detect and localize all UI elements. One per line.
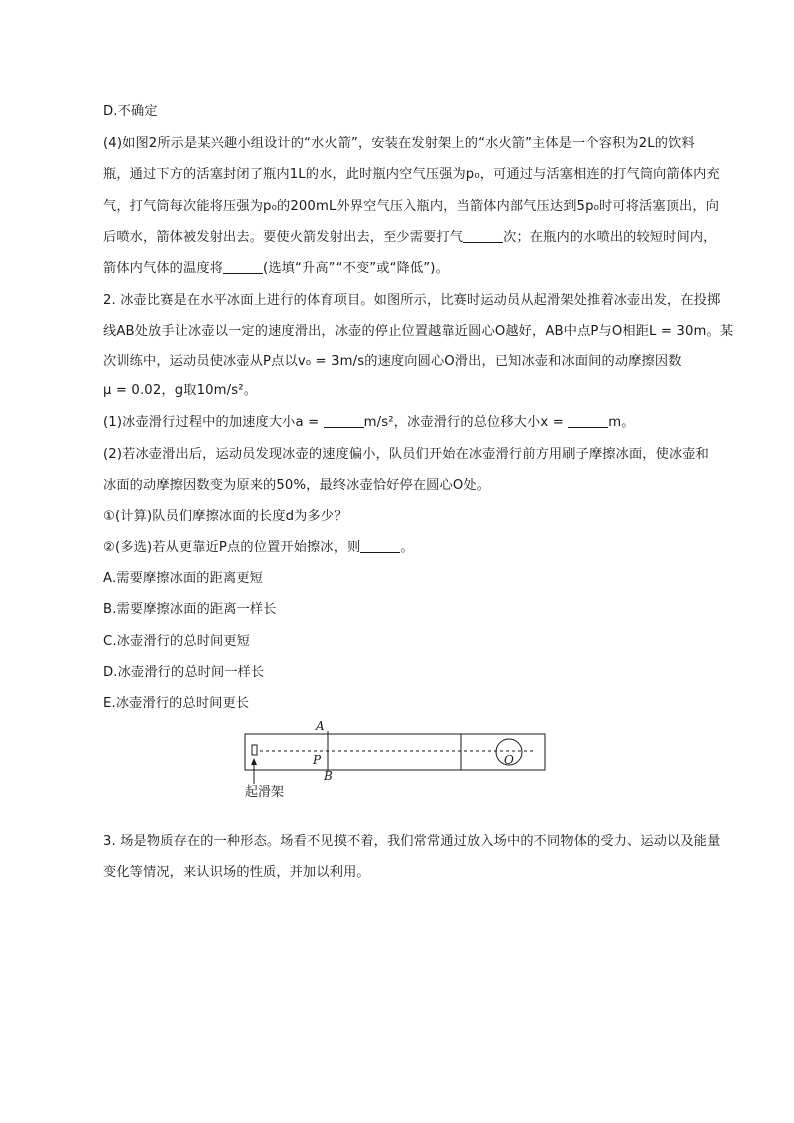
q2-part1-c: m。: [608, 415, 635, 430]
option-b: B.需要摩擦冰面的距离一样长: [103, 602, 277, 617]
start-arrow-head: [251, 758, 257, 765]
option-d-text: D.不确定: [103, 104, 158, 119]
answer-blank-displacement[interactable]: [568, 413, 608, 428]
q2-part2-line-1: (2)若冰壶滑出后，运动员发现冰壶的速度偏小，队员们开始在冰壶滑行前方用刷子摩擦冰面，使冰壶和: [103, 447, 709, 462]
q2-sub2-b: 。: [400, 540, 414, 555]
q4-line-2: 瓶，通过下方的活塞封闭了瓶内1L的水，此时瓶内空气压强为p₀，可通过与活塞相连的打气筒向箭体内充: [103, 167, 720, 182]
q2-part2-line-2: 冰面的动摩擦因数变为原来的50%，最终冰壶恰好停在圆心O处。: [103, 478, 491, 493]
q4-line-4: [103, 228, 717, 248]
label-p: P: [313, 753, 322, 767]
q2-part1-b: m/s²，冰壶滑行的总位移大小x =: [363, 415, 569, 430]
start-block: [252, 745, 257, 755]
q4-line-4-part1: 后喷水，箭体被发射出去。要使火箭发射出去，至少需要打气: [103, 230, 464, 245]
q4-line-5: [103, 259, 449, 279]
q2-sub2: [103, 538, 414, 558]
q2-intro-line-2: 线AB处放手让冰壶以一定的速度滑出，冰壶的停止位置越靠近圆心O越好，AB中点P与O相距L = 30m。某: [103, 324, 734, 339]
q4-line-1: (4)如图2所示是某兴趣小组设计的“水火箭”，安装在发射架上的“水火箭”主体是一个容积为2L的饮料: [103, 136, 695, 151]
ice-lane: [245, 734, 545, 770]
answer-blank-multichoice[interactable]: [360, 538, 400, 553]
q4-line-5-part1: 箭体内气体的温度将: [103, 261, 224, 276]
option-d: D.冰壶滑行的总时间一样长: [103, 665, 265, 680]
option-c: C.冰壶滑行的总时间更短: [103, 634, 251, 649]
q2-sub1: ①(计算)队员们摩擦冰面的长度d为多少？: [103, 509, 348, 524]
answer-blank-temperature[interactable]: [223, 259, 263, 274]
q2-intro-line-1: 2. 冰壶比赛是在水平冰面上进行的体育项目。如图所示，比赛时运动员从起滑架处推着冰壶出发，在投掷: [103, 293, 721, 308]
answer-blank-pumps[interactable]: [463, 228, 503, 243]
label-a: A: [316, 719, 325, 733]
q2-intro-line-4: μ = 0.02，g取10m/s²。: [103, 383, 258, 398]
q2-part1: [103, 413, 635, 433]
q2-part1-a: (1)冰壶滑行过程中的加速度大小a =: [103, 415, 324, 430]
q3-line-1: 3. 场是物质存在的一种形态。场看不见摸不着，我们常常通过放入场中的不同物体的受力、运动以及能量: [103, 834, 721, 849]
curling-diagram: [236, 716, 556, 802]
label-o: O: [504, 753, 514, 767]
answer-blank-acceleration[interactable]: [324, 413, 364, 428]
q4-line-4-part2: 次；在瓶内的水喷出的较短时间内，: [503, 230, 717, 245]
option-a: A.需要摩擦冰面的距离更短: [103, 571, 263, 586]
q4-line-3: 气，打气筒每次能将压强为p₀的200mL外界空气压入瓶内，当箭体内部气压达到5p₀时可将活塞顶出，向: [103, 199, 720, 214]
q4-line-5-part2: (选填“升高”“不变”或“降低”)。: [263, 261, 449, 276]
q3-line-2: 变化等情况，来认识场的性质，并加以利用。: [103, 865, 370, 880]
q2-intro-line-3: 次训练中，运动员使冰壶从P点以v₀ = 3m/s的速度向圆心O滑出，已知冰壶和冰面间的动摩擦因数: [103, 354, 682, 369]
label-b: B: [324, 769, 333, 783]
caption-start-rack: 起滑架: [245, 785, 285, 800]
option-e: E.冰壶滑行的总时间更长: [103, 696, 250, 711]
q2-sub2-a: ②(多选)若从更靠近P点的位置开始擦冰，则: [103, 540, 361, 555]
